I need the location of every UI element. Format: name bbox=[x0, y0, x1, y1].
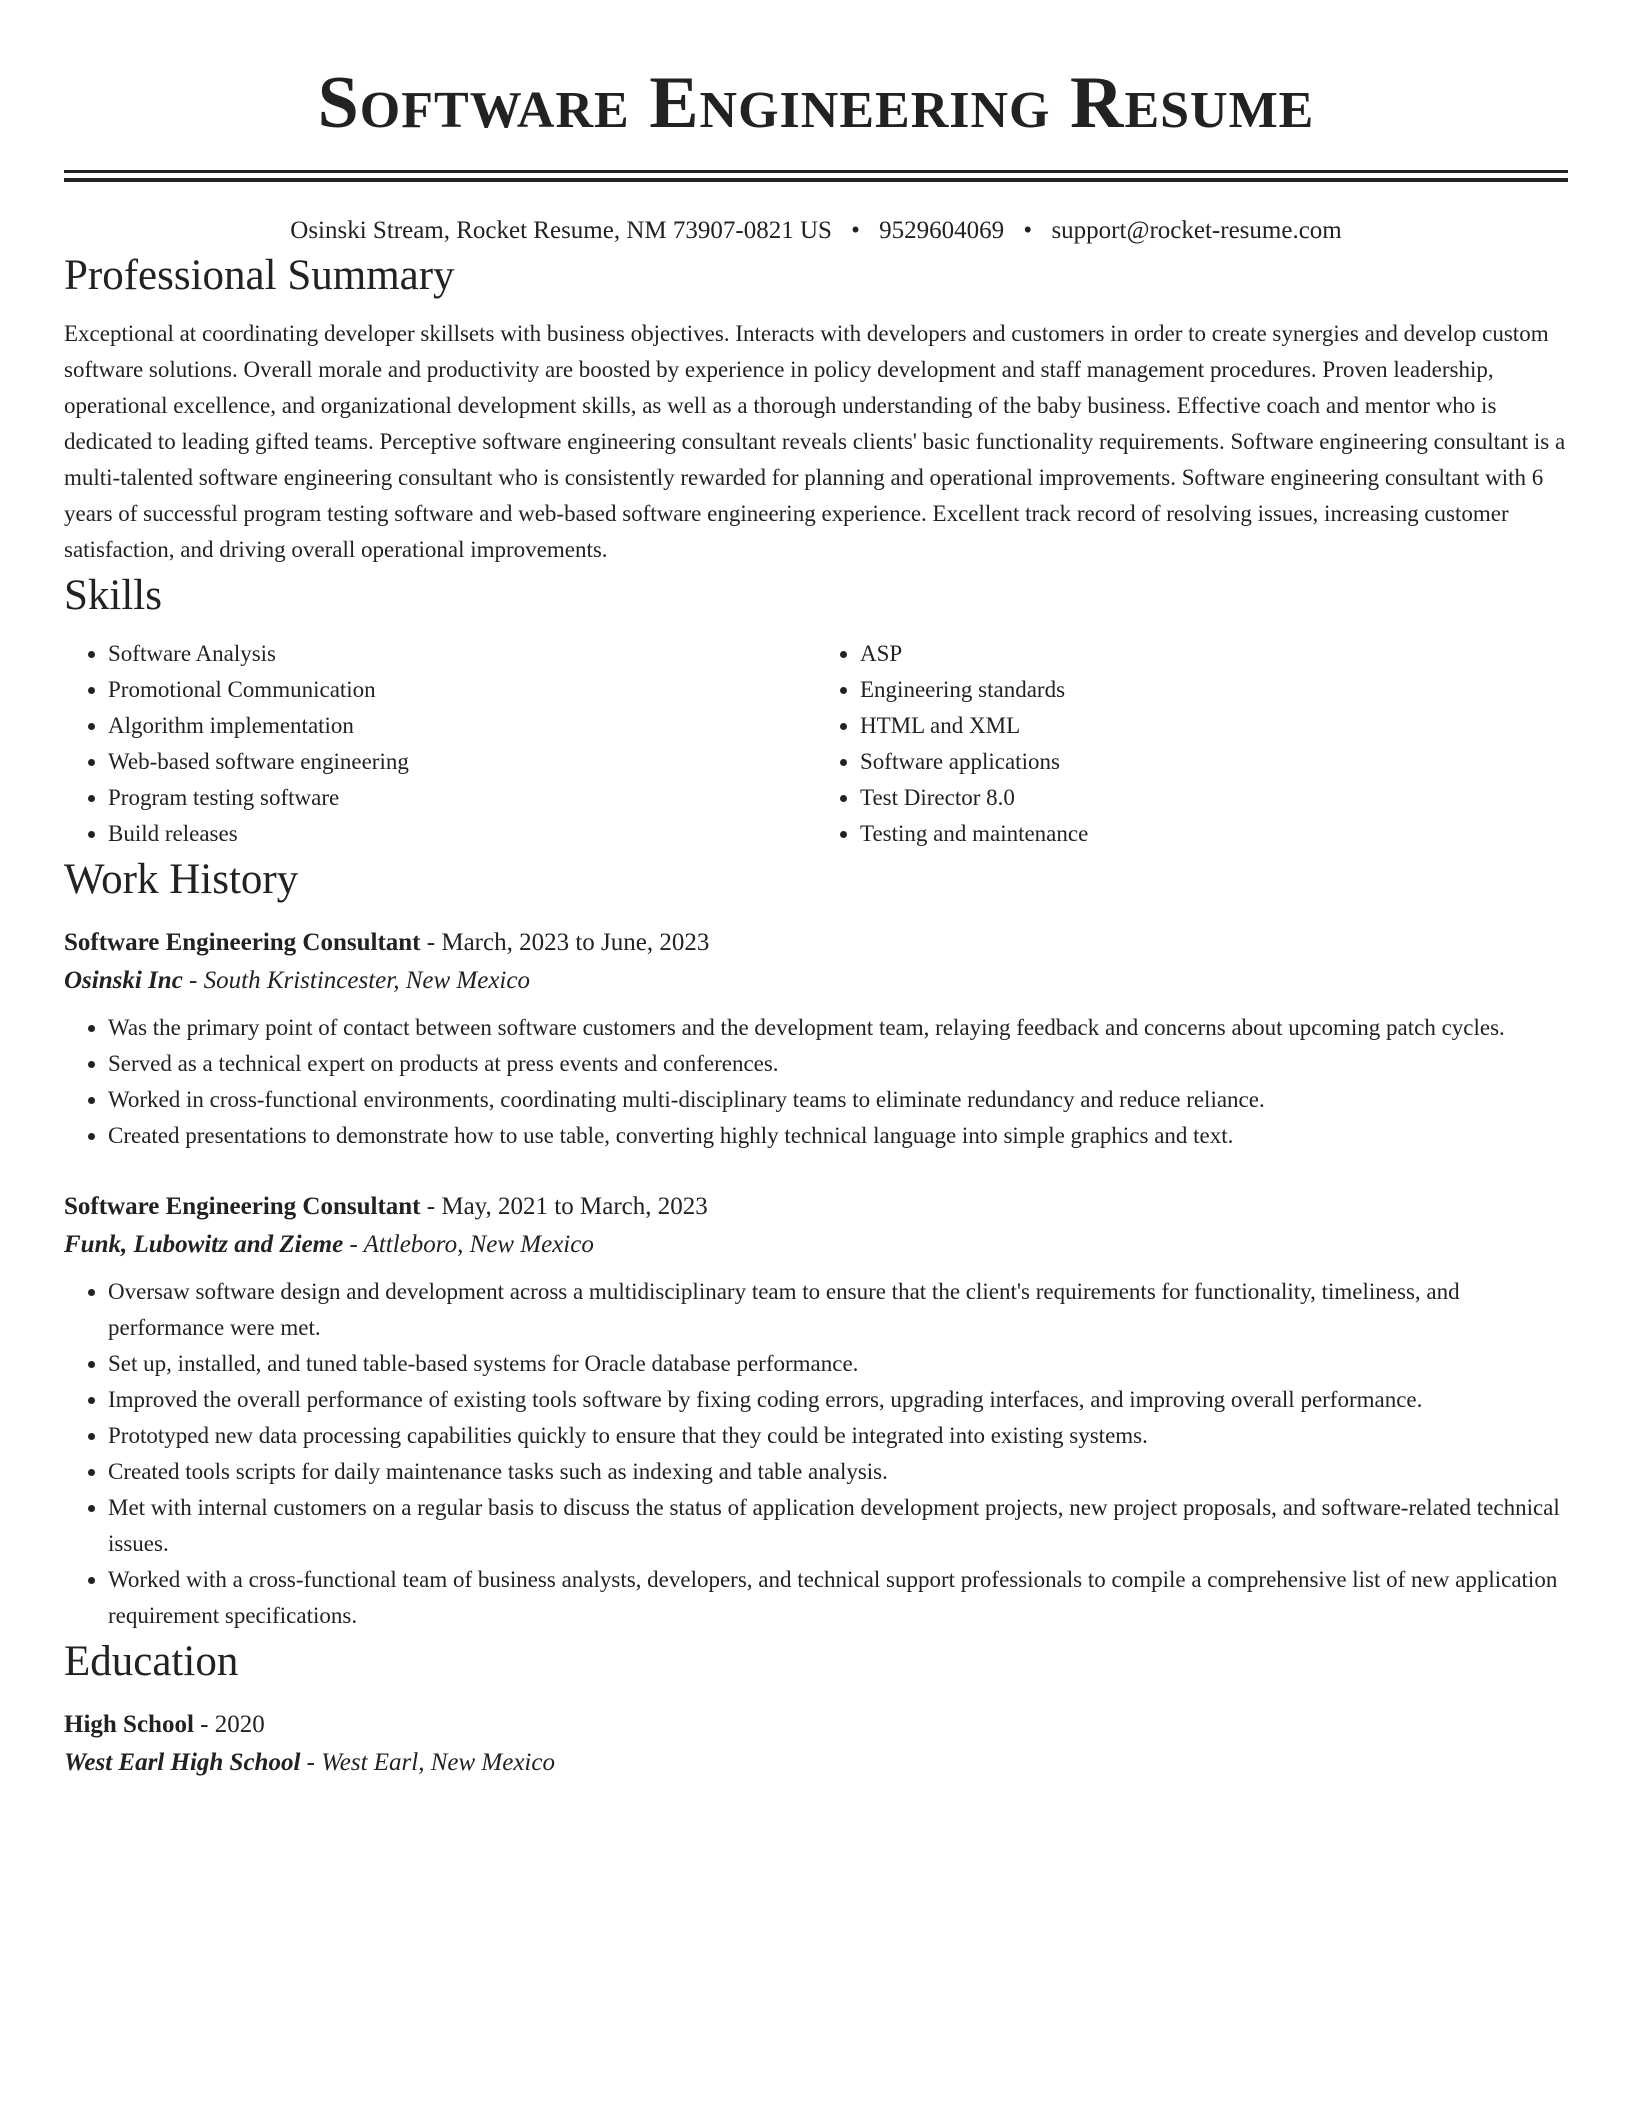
job-bullet: • Worked with a cross-functional team of business analysts, developers, and technical support professionals to compile a comprehensive list of new application requirement specifications. bbox=[108, 1562, 1568, 1634]
skill-item: • Engineering standards bbox=[860, 672, 1568, 708]
skill-item: • Promotional Communication bbox=[108, 672, 816, 708]
education-location: - West Earl, New Mexico bbox=[300, 1749, 555, 1776]
job-bullet: • Improved the overall performance of existing tools software by fixing coding errors, upgrading interfaces, and improving overall performance. bbox=[108, 1382, 1568, 1418]
skills-list-left bbox=[64, 636, 816, 852]
job-title: Software Engineering Consultant bbox=[64, 929, 421, 956]
skill-item: • Software Analysis bbox=[108, 636, 816, 672]
contact-separator: • bbox=[851, 217, 860, 244]
skill-item: • Test Director 8.0 bbox=[860, 780, 1568, 816]
job-bullet: • Was the primary point of contact between software customers and the development team, relaying feedback and concerns about upcoming patch cycles. bbox=[108, 1010, 1568, 1046]
title-double-rule bbox=[64, 170, 1568, 182]
job-dates: - March, 2023 to June, 2023 bbox=[420, 929, 710, 956]
job-title: Software Engineering Consultant bbox=[64, 1193, 421, 1220]
contact-address: Osinski Stream, Rocket Resume, NM 73907-0821 US bbox=[290, 217, 832, 244]
job-dates: - May, 2021 to March, 2023 bbox=[420, 1193, 708, 1220]
job-bullet: • Created tools scripts for daily maintenance tasks such as indexing and table analysis. bbox=[108, 1454, 1568, 1490]
skill-item: • Testing and maintenance bbox=[860, 816, 1568, 852]
job-bullet: • Served as a technical expert on products at press events and conferences. bbox=[108, 1046, 1568, 1082]
job-company: Osinski Inc bbox=[64, 967, 183, 994]
job-bullets bbox=[64, 1010, 1568, 1154]
job-location: - Attleboro, New Mexico bbox=[343, 1231, 594, 1258]
education-heading: Education bbox=[64, 1638, 239, 1685]
job-company: Funk, Lubowitz and Zieme bbox=[64, 1231, 344, 1258]
skills-list-right bbox=[816, 636, 1568, 852]
summary-heading: Professional Summary bbox=[64, 252, 455, 299]
job-title-line bbox=[64, 924, 1568, 962]
skill-item: • Build releases bbox=[108, 816, 816, 852]
contact-line bbox=[64, 214, 1568, 248]
education-school-line bbox=[64, 1744, 1568, 1782]
skill-item: • HTML and XML bbox=[860, 708, 1568, 744]
job-bullet: • Prototyped new data processing capabilities quickly to ensure that they could be integrated into existing systems. bbox=[108, 1418, 1568, 1454]
contact-separator: • bbox=[1023, 217, 1033, 244]
skills-columns bbox=[64, 636, 1568, 852]
education-entry bbox=[64, 1706, 1568, 1782]
job-entry bbox=[64, 924, 1568, 1154]
job-company-line bbox=[64, 1226, 1568, 1264]
education-year: - 2020 bbox=[193, 1711, 265, 1738]
skill-item: • Algorithm implementation bbox=[108, 708, 816, 744]
education-degree: High School bbox=[64, 1711, 194, 1738]
education-degree-line bbox=[64, 1706, 1568, 1744]
skill-item: • ASP bbox=[860, 636, 1568, 672]
job-entry bbox=[64, 1188, 1568, 1634]
contact-phone: 9529604069 bbox=[879, 217, 1005, 244]
job-bullets bbox=[64, 1274, 1568, 1634]
work-history-heading: Work History bbox=[64, 856, 299, 903]
job-bullet: • Oversaw software design and development across a multidisciplinary team to ensure that the client's requirements for functionality, timeliness, and performance were met. bbox=[108, 1274, 1568, 1346]
job-bullet: • Created presentations to demonstrate how to use table, converting highly technical language into simple graphics and text. bbox=[108, 1118, 1568, 1154]
resume-title: Software Engineering Resume bbox=[317, 62, 1315, 144]
skill-item: • Software applications bbox=[860, 744, 1568, 780]
job-company-line bbox=[64, 962, 1568, 1000]
job-bullet: • Set up, installed, and tuned table-based systems for Oracle database performance. bbox=[108, 1346, 1568, 1382]
job-bullet: • Worked in cross-functional environments, coordinating multi-disciplinary teams to eliminate redundancy and reduce reliance. bbox=[108, 1082, 1568, 1118]
skill-item: • Program testing software bbox=[108, 780, 816, 816]
job-title-line bbox=[64, 1188, 1568, 1226]
job-bullet: • Met with internal customers on a regular basis to discuss the status of application development projects, new project proposals, and software-related technical issues. bbox=[108, 1490, 1568, 1562]
summary-text: Exceptional at coordinating developer skillsets with business objectives. Interacts with developers and customers in order to create synergies and develop custom software solutions. Overall morale and productivity are boosted by experience in policy development and staff management procedures. Proven leadership, operational excellence, and organizational development skills, as well as a thorough understanding of the baby business. Effective coach and mentor who is dedicated to leading gifted teams. Perceptive software engineering consultant reveals clients' basic functionality requirements. Software engineering consultant is a multi-talented software engineering consultant who is consistently rewarded for planning and operational improvements. Software engineering consultant with 6 years of successful program testing software and web-based software engineering experience. Excellent track record of resolving issues, increasing customer satisfaction, and driving overall operational improvements. bbox=[64, 321, 1566, 562]
skill-item: • Web-based software engineering bbox=[108, 744, 816, 780]
education-school: West Earl High School bbox=[64, 1749, 301, 1776]
job-location: - South Kristincester, New Mexico bbox=[182, 967, 530, 994]
contact-email: support@rocket-resume.com bbox=[1051, 217, 1342, 244]
skills-heading: Skills bbox=[64, 572, 162, 619]
